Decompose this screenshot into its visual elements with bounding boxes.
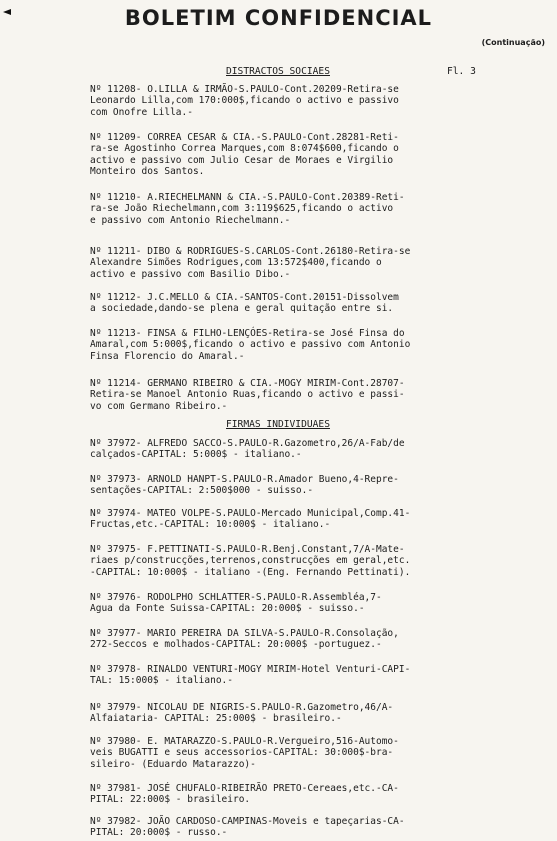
distracto-entry-line: Nº 11210- A.RIECHELMANN & CIA.-S.PAULO-Cont.20389-Reti- [90,192,405,203]
distracto-entry [90,132,550,178]
firma-entry [90,474,550,497]
distracto-entry-line: Leonardo Lilla,com 170:000$,ficando o activo e passivo [90,95,399,107]
firma-entry-line: veis BUGATTI e seus accessorios-CAPITAL: 30:000$-bra- [90,747,394,759]
firma-entry-line: sentações-CAPITAL: 2:500$000 - suisso.- [90,485,314,497]
firma-entry-line: sileiro- (Eduardo Matarazzo)- [90,758,256,770]
page-title: BOLETIM CONFIDENCIAL [124,6,433,30]
firma-entry-line: PITAL: 20:000$ - russo.- [90,827,228,839]
firma-entry [90,783,550,806]
firma-entry-line: PITAL: 22:000$ - brasileiro. [90,794,251,806]
firma-entry-line: Nº 37972- ALFREDO SACCO-S.PAULO-R.Gazometro,26/A-Fab/de [90,438,405,449]
firma-entry-line: -CAPITAL: 10:000$ - italiano -(Eng. Fernando Pettinati). [90,566,411,578]
distracto-entry-line: e passivo com Antonio Riechelmann.- [90,214,291,226]
distracto-entry [90,246,550,280]
distracto-entry-line: com Onofre Lilla.- [90,106,193,118]
firma-entry-line: TAL: 15:000$ - italiano.- [90,675,233,687]
firma-entry-line: Nº 37982- JOÃO CARDOSO-CAMPINAS-Moveis e tapeçarias-CA- [90,816,405,827]
distracto-entry-line: Nº 11213- FINSA & FILHO-LENÇÓES-Retira-se José Finsa do [90,328,405,339]
page-number: Fl. 3 [447,66,476,77]
distracto-entry-line: Nº 11208- O.LILLA & IRMÃO-S.PAULO-Cont.20209-Retira-se [90,84,399,95]
distracto-entry [90,192,550,226]
distracto-entry-line: Retira-se Manoel Antonio Ruas,ficando o activo e passi- [90,389,405,401]
distracto-entry-line: Nº 11209- CORREA CESAR & CIA.-S.PAULO-Cont.28281-Reti- [90,132,399,143]
firma-entry [90,702,550,725]
firma-entry-line: Alfaiataria- CAPITAL: 25:000$ - brasileiro.- [90,713,342,725]
distracto-entry-line: ra-se Agostinho Correa Marques,com 8:074$600,ficando o [90,143,399,155]
distracto-entry [90,378,550,412]
distracto-entry-line: vo com Germano Ribeiro.- [90,400,228,412]
distracto-entry [90,292,550,315]
distracto-entry [90,84,550,118]
firmas-heading: FIRMAS INDIVIDUAES [226,419,330,430]
firma-entry-line: Nº 37976- RODOLPHO SCHLATTER-S.PAULO-R.Assembléa,7- [90,592,382,603]
firma-entry [90,592,550,615]
distracto-entry-line: Nº 11211- DIBO & RODRIGUES-S.CARLOS-Cont.26180-Retira-se [90,246,411,257]
firma-entry [90,736,550,770]
firma-entry-line: Nº 37978- RINALDO VENTURI-MOGY MIRIM-Hotel Venturi-CAPI- [90,664,411,675]
distracto-entry-line: a sociedade,dando-se plena e geral quitação entre si. [90,303,394,315]
firma-entry-line: Fructas,etc.-CAPITAL: 10:000$ - italiano.- [90,519,331,531]
firma-entry-line: Nº 37974- MATEO VOLPE-S.PAULO-Mercado Municipal,Comp.41- [90,508,411,519]
distracto-entry-line: Alexandre Simões Rodrigues,com 13:572$400,ficando o [90,257,382,269]
firma-entry [90,438,550,461]
firma-entry [90,544,550,578]
firma-entry-line: Nº 37981- JOSÉ CHUFALO-RIBEIRÃO PRETO-Cereaes,etc.-CA- [90,783,399,794]
distracto-entry-line: Monteiro dos Santos. [90,166,205,178]
distracto-entry-line: Amaral,com 5:000$,ficando o activo e passivo com Antonio [90,339,411,351]
firma-entry-line: Nº 37979- NICOLAU DE NIGRIS-S.PAULO-R.Gazometro,46/A- [90,702,394,713]
firma-entry [90,664,550,687]
firma-entry-line: riaes p/construcções,terrenos,construcções em geral,etc. [90,555,411,567]
firma-entry [90,816,550,839]
firma-entry-line: Nº 37973- ARNOLD HANPT-S.PAULO-R.Amador Bueno,4-Repre- [90,474,399,485]
distracto-entry [90,328,550,362]
firma-entry [90,508,550,531]
firma-entry-line: 272-Seccos e molhados-CAPITAL: 20:000$ -portuguez.- [90,639,382,651]
firma-entry-line: Nº 37975- F.PETTINATI-S.PAULO-R.Benj.Constant,7/A-Mate- [90,544,405,555]
distracto-entry-line: Nº 11214- GERMANO RIBEIRO & CIA.-MOGY MIRIM-Cont.28707- [90,378,405,389]
firma-entry-line: Agua da Fonte Suissa-CAPITAL: 20:000$ - suisso.- [90,603,365,615]
firma-entry-line: calçados-CAPITAL: 5:000$ - italiano.- [90,449,302,461]
firma-entry [90,628,550,651]
distracto-entry-line: activo e passivo com Basilio Dibo.- [90,268,291,280]
distracto-entry-line: Finsa Florencio do Amaral.- [90,350,245,362]
distracto-entry-line: Nº 11212- J.C.MELLO & CIA.-SANTOS-Cont.20151-Dissolvem [90,292,399,303]
distractos-heading: DISTRACTOS SOCIAES [226,66,330,77]
continuation-label: (Continuação) [481,38,545,47]
firma-entry-line: Nº 37980- E. MATARAZZO-S.PAULO-R.Vergueiro,516-Automo- [90,736,399,747]
firma-entry-line: Nº 37977- MARIO PEREIRA DA SILVA-S.PAULO-R.Consolação, [90,628,399,639]
distracto-entry-line: activo e passivo com Julio Cesar de Moraes e Virgilio [90,154,394,166]
distracto-entry-line: ra-se João Riechelmann,com 3:119$625,ficando o activo [90,203,394,215]
